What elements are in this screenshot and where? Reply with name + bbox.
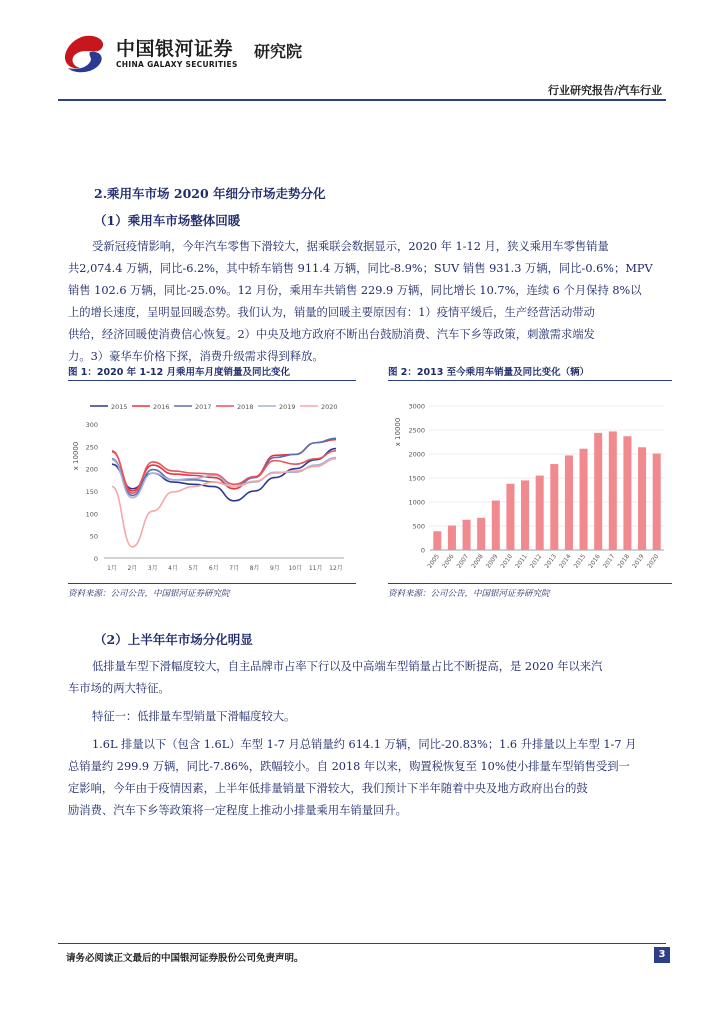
x-tick-label: 6月	[208, 565, 219, 572]
legend-label-2016: 2016	[153, 403, 170, 411]
paragraph-displacement-sales	[68, 734, 668, 822]
x-tick-label: 7月	[229, 565, 240, 572]
y-tick-label: 0	[93, 555, 98, 563]
figure1-source: 资料来源：公司公告，中国银河证券研究院	[68, 589, 230, 599]
y-tick-label: 1000	[408, 498, 425, 507]
y-tick-label: 300	[85, 421, 98, 429]
figure1-title: 图 1：2020 年 1-12 月乘用车月度销量及同比变化	[68, 367, 291, 378]
bar-2012	[536, 476, 544, 550]
y-tick-label: 150	[85, 488, 98, 496]
x-tick-label: 2019	[631, 553, 646, 570]
text-line: 力。3）豪华车价格下探，消费升级需求得到释放。	[68, 350, 324, 363]
y-axis-label: x 10000	[394, 417, 402, 447]
bar-2019	[638, 447, 646, 550]
text-line: 车市场的两大特征。	[68, 682, 170, 695]
page-number: 3	[654, 947, 670, 963]
subsection-title-2: （2）上半年年市场分化明显	[94, 632, 253, 647]
galaxy-logo-icon	[60, 32, 110, 76]
text-line: 总销量约 299.9 万辆，同比-7.86%，跌幅较小。自 2018 年以来，购置税恢复至 10%使小排量车型销售受到一	[68, 760, 630, 773]
y-tick-label: 100	[85, 510, 98, 519]
y-tick-label: 250	[85, 443, 98, 452]
x-tick-label: 2018	[616, 553, 632, 570]
paragraph-market-features	[68, 656, 668, 700]
text-line: 励消费、汽车下乡等政策将一定程度上推动小排量乘用车销量回升。	[68, 804, 407, 817]
text-line: 低排量车型下滑幅度较大，自主品牌市占率下行以及中高端车型销量占比不断提高，是 2020 年以来汽	[92, 660, 603, 673]
series-line-2016	[112, 440, 336, 491]
legend-label-2019: 2019	[279, 403, 296, 411]
x-tick-label: 2015	[572, 553, 588, 570]
bar-2008	[477, 518, 485, 550]
bar-2018	[623, 436, 631, 550]
x-tick-label: 12月	[329, 565, 343, 572]
bar-2013	[550, 464, 558, 550]
logo-english-name: CHINA GALAXY SECURITIES	[116, 60, 238, 69]
subsection-title-1: （1）乘用车市场整体回暖	[94, 213, 241, 228]
x-tick-label: 2016	[587, 553, 602, 570]
bar-2014	[565, 455, 573, 550]
paragraph-overall-recovery	[68, 236, 668, 368]
text-line: 上的增长速度，呈明显回暖态势。我们认为，销量的回暖主要原因有：1）疫情平缓后，生产经营活动带动	[68, 306, 595, 319]
bar-2005	[433, 531, 441, 550]
x-tick-label: 2013	[543, 553, 558, 570]
x-tick-label: 2006	[441, 553, 456, 570]
x-tick-label: 2008	[470, 553, 485, 570]
text-line: 1.6L 排量以下（包含 1.6L）车型 1-7 月总销量约 614.1 万辆，同比-20.83%；1.6 升排量以上车型 1-7 月	[92, 738, 637, 751]
text-line: 受新冠疫情影响，今年汽车零售下滑较大，据乘联会数据显示，2020 年 1-12 月，狭义乘用车零售销量	[92, 240, 609, 253]
bar-2010	[506, 484, 514, 550]
x-tick-label: 2014	[558, 553, 573, 570]
company-logo	[58, 30, 318, 78]
x-tick-label: 5月	[188, 565, 199, 572]
footer-rule	[58, 943, 666, 944]
text-line: 共2,074.4 万辆，同比-6.2%，其中轿车销售 911.4 万辆，同比-8.9%；SUV 销售 931.3 万辆，同比-0.6%；MPV	[68, 262, 653, 275]
annual-sales-bar-chart	[388, 392, 672, 582]
bar-2007	[463, 520, 471, 550]
figure2-bottom-rule	[388, 583, 672, 584]
x-tick-label: 2012	[528, 553, 544, 570]
x-tick-label: 2月	[127, 565, 138, 572]
bar-2016	[594, 433, 602, 550]
figure2-source: 资料来源：公司公告，中国银河证券研究院	[388, 589, 550, 599]
y-tick-label: 200	[85, 465, 98, 474]
x-tick-label: 9月	[269, 565, 280, 572]
bar-2015	[580, 449, 588, 550]
figure1-top-rule	[68, 380, 356, 381]
y-tick-label: 1500	[408, 474, 425, 483]
monthly-sales-line-chart	[68, 392, 356, 582]
bar-2009	[492, 501, 500, 550]
text-line: 定影响，今年由于疫情因素，上半年低排量销量下滑较大，我们预计下半年随着中央及地方政府出台的鼓	[68, 782, 588, 795]
bar-2006	[448, 526, 456, 550]
x-tick-label: 2009	[484, 553, 500, 570]
footer-disclaimer: 请务必阅读正文最后的中国银河证券股份公司免责声明。	[66, 953, 304, 964]
legend-label-2017: 2017	[195, 403, 212, 411]
legend-label-2018: 2018	[237, 403, 254, 411]
x-tick-label: 11月	[308, 565, 323, 572]
x-tick-label: 2007	[455, 553, 471, 570]
y-tick-label: 2500	[408, 426, 425, 435]
figure1-bottom-rule	[68, 583, 356, 584]
y-tick-label: 2000	[408, 450, 425, 459]
y-tick-label: 50	[89, 532, 98, 541]
x-tick-label: 3月	[147, 565, 158, 572]
bar-2020	[653, 454, 661, 550]
x-tick-label: 2010	[499, 553, 515, 570]
header-rule	[58, 99, 666, 101]
bar-2011	[521, 480, 529, 550]
x-tick-label: 2020	[645, 553, 661, 570]
logo-chinese-name: 中国银河证券	[116, 38, 234, 60]
bar-2017	[609, 431, 617, 550]
section-title: 2.乘用车市场 2020 年细分市场走势分化	[94, 186, 326, 201]
figure2-title: 图 2：2013 至今乘用车销量及同比变化（辆）	[388, 367, 590, 378]
legend-label-2015: 2015	[111, 403, 128, 411]
report-type: 行业研究报告/汽车行业	[547, 84, 662, 97]
x-tick-label: 2017	[601, 553, 617, 570]
text-line: 供给，经济回暖使消费信心恢复。2）中央及地方政府不断出台鼓励消费、汽车下乡等政策，刺激需求端发	[68, 328, 595, 341]
y-tick-label: 3000	[408, 402, 425, 411]
x-tick-label: 2011	[514, 553, 529, 570]
paragraph-feature-one: 特征一：低排量车型销量下滑幅度较大。	[92, 710, 296, 723]
x-tick-label: 1月	[107, 565, 117, 572]
y-tick-label: 0	[420, 546, 425, 555]
y-tick-label: 500	[412, 522, 425, 531]
x-tick-label: 2005	[426, 553, 441, 570]
legend-label-2020: 2020	[321, 403, 338, 411]
y-axis-label: x 10000	[72, 441, 80, 471]
text-line: 销售 102.6 万辆，同比-25.0%。12 月份，乘用车共销售 229.9 万辆，同比增长 10.7%，连续 6 个月保持 8%以	[68, 284, 642, 297]
x-tick-label: 4月	[168, 565, 179, 572]
x-tick-label: 8月	[249, 565, 260, 572]
logo-institute: 研究院	[254, 42, 303, 61]
figure2-top-rule	[388, 380, 672, 381]
x-tick-label: 10月	[288, 565, 303, 572]
